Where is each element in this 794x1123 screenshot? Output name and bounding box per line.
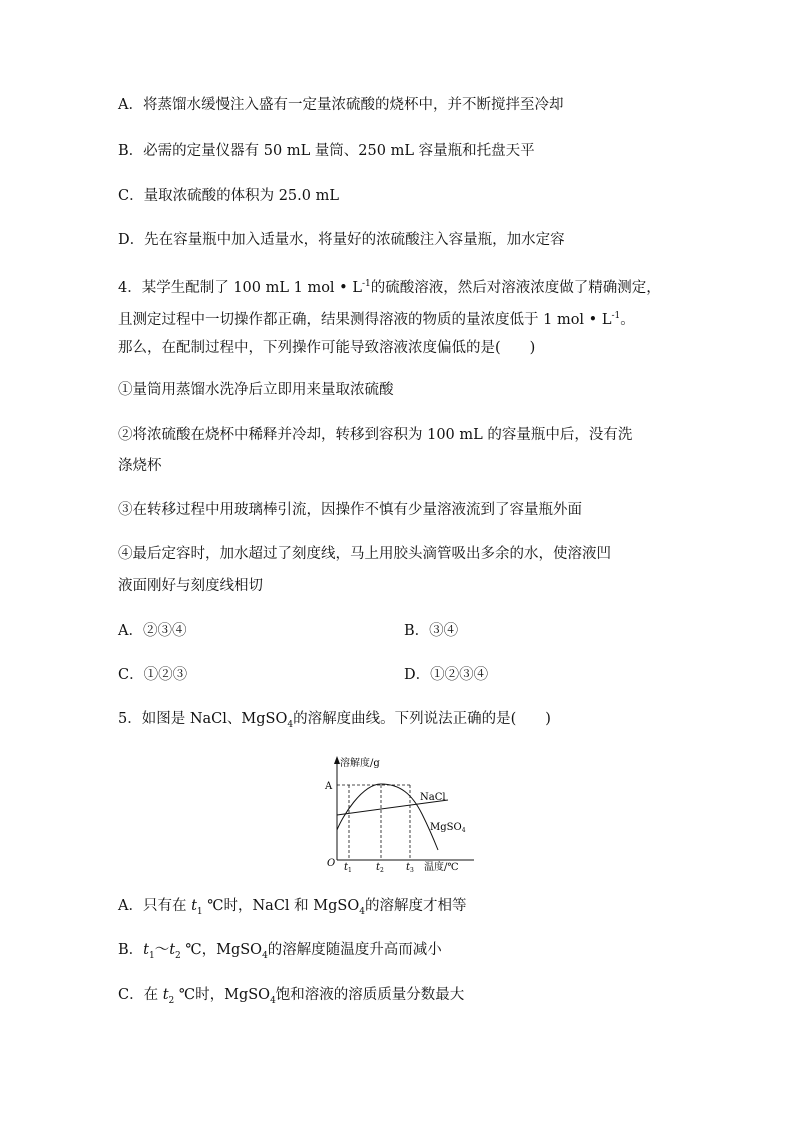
q4-item-1: ①量筒用蒸馏水洗净后立即用来量取浓硫酸 (118, 382, 394, 398)
tick-label-t3-text: t (406, 862, 411, 872)
temperature-symbol: t (162, 987, 169, 1003)
unit-exponent: -1 (361, 279, 371, 289)
q5-option-text: B． (118, 942, 144, 958)
q4-item-2-line-1: ②将浓硫酸在烧杯中稀释并冷却，转移到容积为 100 mL 的容量瓶中后，没有洗 (118, 427, 633, 443)
q3-option-d: D．先在容量瓶中加入适量水，将量好的浓硫酸注入容量瓶，加水定容 (118, 232, 565, 248)
temperature-symbol: t (169, 942, 176, 958)
y-axis-label: 溶解度/g (340, 758, 380, 769)
q4-option-b: B．③④ (404, 623, 459, 639)
tick-label-t2 (376, 862, 384, 872)
q5-stem-text: 的溶解度曲线。下列说法正确的是( ) (293, 711, 551, 727)
q5-option-text: ℃时，NaCl 和 MgSO (202, 898, 360, 914)
q4-item-2-line-2: 涤烧杯 (118, 458, 162, 474)
q4-item-3: ③在转移过程中用玻璃棒引流，因操作不慎有少量溶液流到了容量瓶外面 (118, 502, 582, 518)
q5-option-text: ℃，MgSO (180, 942, 263, 958)
temperature-subscript: 2 (168, 995, 175, 1006)
q5-option-text: 的溶解度随温度升高而减小 (267, 942, 442, 958)
q3-option-b: B．必需的定量仪器有 50 mL 量筒、250 mL 容量瓶和托盘天平 (118, 143, 535, 159)
q4-stem-line-1 (118, 274, 661, 298)
tick-label-t3-subscript: 3 (410, 867, 414, 872)
q4-stem-text: 。 (620, 311, 635, 328)
point-a-label: A (325, 781, 333, 792)
q5-option-text: A．只有在 (118, 898, 192, 914)
q3-option-c: C．量取浓硫酸的体积为 25.0 mL (118, 188, 339, 204)
q5-option-text: 饱和溶液的溶质质量分数最大 (275, 987, 465, 1003)
q5-stem (118, 709, 551, 735)
q4-stem-text: 且测定过程中一切操作都正确，结果测得溶液的物质的量浓度低于 1 mol • L (118, 311, 612, 328)
temperature-symbol: t (143, 942, 149, 958)
formula-subscript: 4 (287, 719, 294, 730)
tick-label-t1-text: t (344, 862, 349, 872)
q5-option-text: ℃时，MgSO (174, 987, 271, 1003)
mgso4-label-subscript: 4 (461, 827, 466, 834)
tick-label-t2-subscript: 2 (380, 867, 384, 872)
q4-item-4-line-1: ④最后定容时，加水超过了刻度线，马上用胶头滴管吸出多余的水，使溶液凹 (118, 546, 611, 562)
q4-stem-text: 的硫酸溶液，然后对溶液浓度做了精确测定， (370, 279, 661, 296)
q4-option-d: D．①②③④ (404, 667, 489, 683)
q4-item-4-line-2: 液面刚好与刻度线相切 (118, 578, 263, 594)
q4-stem-text: 4．某学生配制了 100 mL 1 mol • L (118, 279, 362, 296)
nacl-label: NaCl (420, 792, 446, 803)
range-tilde: ～ (154, 942, 170, 958)
x-axis-label: 温度/℃ (424, 862, 459, 872)
q3-option-a: A．将蒸馏水缓慢注入盛有一定量浓硫酸的烧杯中，并不断搅拌至冷却 (118, 97, 564, 113)
formula-subscript: 4 (270, 995, 276, 1006)
temperature-subscript: 1 (196, 906, 203, 917)
q5-option-text: 的溶解度才相等 (364, 898, 467, 914)
q5-stem-text: 5．如图是 NaCl、MgSO (118, 711, 288, 727)
q5-option-a (118, 896, 466, 922)
temperature-subscript: 2 (175, 950, 181, 961)
q5-option-text: C．在 (118, 987, 163, 1003)
mgso4-label (430, 822, 466, 834)
temperature-symbol: t (191, 898, 197, 914)
guide-lines (337, 785, 410, 860)
temperature-subscript: 1 (148, 950, 155, 961)
q5-option-c (118, 985, 464, 1011)
mgso4-label-text: MgSO (430, 822, 462, 833)
tick-label-t1-subscript: 1 (348, 867, 352, 872)
q4-option-c: C．①②③ (118, 667, 188, 683)
solubility-curve-figure (322, 752, 482, 872)
origin-label: O (327, 858, 336, 869)
tick-label-t3 (406, 862, 414, 872)
q5-option-b (118, 940, 442, 966)
q4-stem-line-2 (118, 306, 635, 330)
formula-subscript: 4 (359, 906, 365, 917)
tick-label-t1 (344, 862, 352, 872)
q4-option-a: A．②③④ (118, 623, 187, 639)
tick-label-t2-text: t (376, 862, 381, 872)
unit-exponent: -1 (611, 311, 621, 321)
formula-subscript: 4 (262, 950, 268, 961)
q4-stem-line-3: 那么，在配制过程中，下列操作可能导致溶液浓度偏低的是( ) (118, 340, 536, 356)
